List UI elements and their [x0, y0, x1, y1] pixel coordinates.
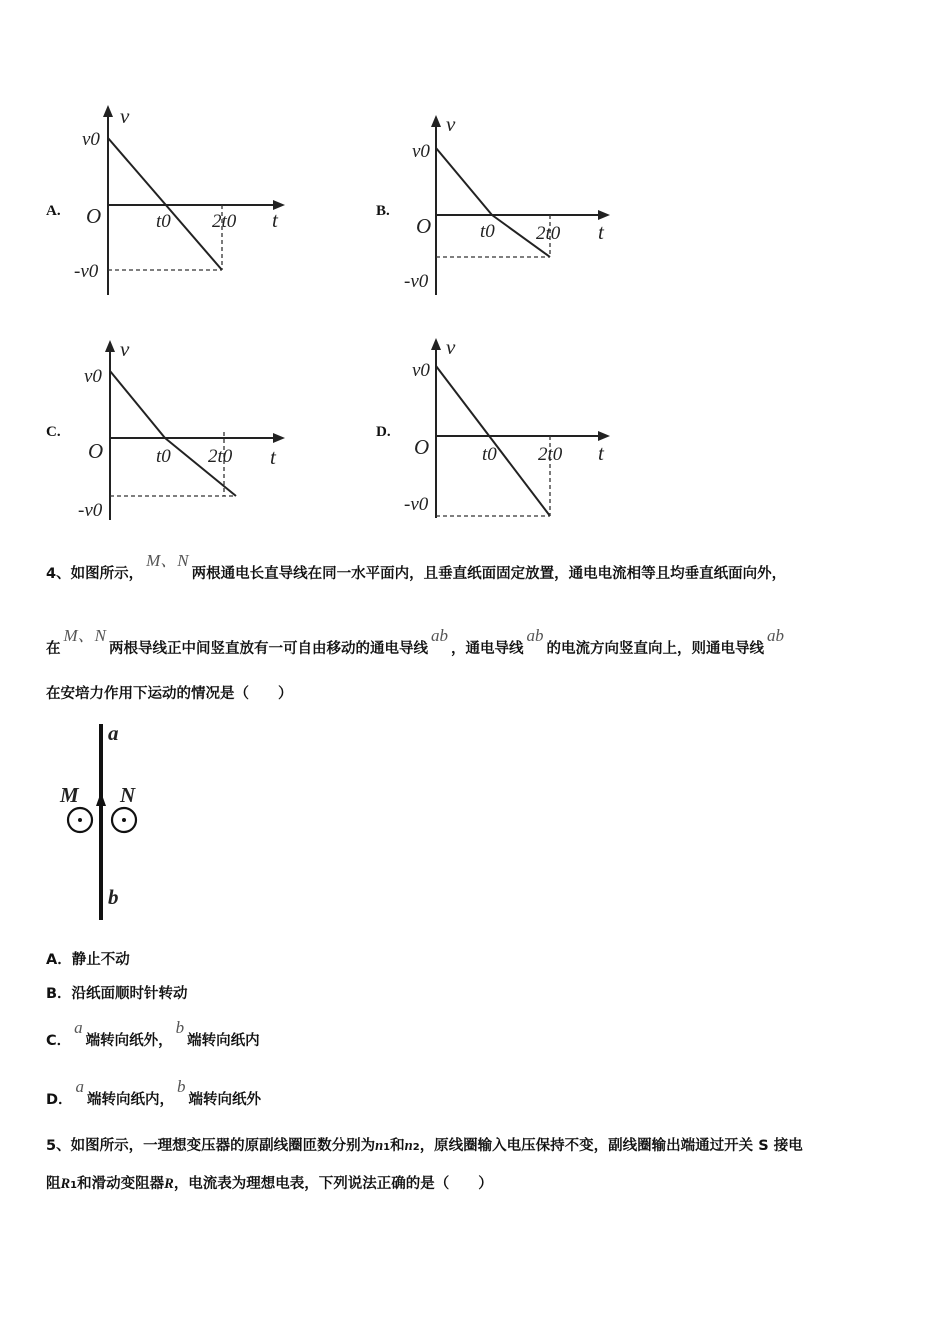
wire-end-b-label: b	[108, 885, 119, 909]
2t0-label: 2t0	[536, 223, 561, 244]
vt-graph-d	[400, 336, 640, 526]
q5-r1-sub: 1	[70, 1180, 78, 1191]
origin-label: O	[416, 214, 432, 238]
q4-mn-var: M、N	[63, 626, 106, 645]
q4-choice-b: B．沿纸面顺时针转动	[46, 986, 188, 1002]
q4-choice-c-label: C．	[46, 1033, 72, 1049]
option-d-label: D.	[376, 424, 391, 440]
q4-choice-c-a-var: a	[74, 1018, 83, 1037]
option-b-label: B.	[376, 203, 390, 219]
option-a-label: A.	[46, 203, 61, 219]
q4-ab-var: ab	[431, 626, 448, 645]
q4-choice-c-end: 端转向纸内	[187, 1033, 260, 1049]
t0-label: t0	[156, 446, 171, 467]
t0-label: t0	[156, 211, 171, 232]
vt-graph-a	[70, 105, 310, 305]
q4-choice-d-end: 端转向纸外	[188, 1092, 262, 1108]
neg-v0-label: -v0	[404, 494, 429, 515]
q4-line1-text: 两根通电长直导线在同一水平面内，且垂直纸面固定放置，通电电流相等且均垂直纸面向外，	[191, 566, 787, 582]
origin-label: O	[414, 435, 430, 459]
q5-line-1	[46, 1134, 803, 1155]
v-axis-arrow-icon	[431, 115, 441, 127]
q4-choice-d-label: D．	[46, 1092, 73, 1108]
v-axis-label: v	[120, 337, 130, 361]
q4-line-1	[46, 551, 787, 583]
q4-ab-var: ab	[767, 626, 784, 645]
q4-line2-d: 的电流方向竖直向上，则通电导线	[546, 641, 764, 657]
v0-label: v0	[412, 360, 430, 381]
q4-choice-a: A．静止不动	[46, 952, 130, 968]
origin-label: O	[88, 439, 104, 463]
q4-wire-figure	[56, 718, 156, 926]
option-c-label: C.	[46, 424, 61, 440]
2t0-label: 2t0	[538, 444, 563, 465]
q4-choice-d-a-var: a	[75, 1077, 85, 1096]
q4-choice-d	[46, 1077, 262, 1109]
v0-label: v0	[84, 366, 102, 387]
q5-n1-var: n	[375, 1138, 384, 1154]
wire-n-label: N	[120, 783, 136, 807]
q5-and: 和	[390, 1138, 405, 1154]
vt-graph-b	[400, 112, 640, 305]
neg-v0-label: -v0	[74, 261, 99, 282]
q4-choice-c-b-var: b	[175, 1018, 185, 1037]
q5-r-var: R	[164, 1176, 174, 1192]
v-axis-arrow-icon	[105, 340, 115, 352]
v-axis-label: v	[120, 104, 130, 128]
q4-line-3: 在安培力作用下运动的情况是（ ）	[46, 686, 293, 702]
neg-v0-label: -v0	[78, 500, 103, 521]
t-axis-label: t	[272, 208, 278, 232]
q5-line2-mid: 和滑动变阻器	[77, 1176, 165, 1192]
t0-label: t0	[482, 444, 497, 465]
v-axis-label: v	[446, 335, 456, 359]
wire-end-a-label: a	[108, 721, 119, 745]
q4-choice-c	[46, 1018, 260, 1050]
q5-n2-sub: 2	[412, 1142, 420, 1153]
v-axis-label: v	[446, 112, 456, 136]
q5-n1-sub: 1	[383, 1142, 391, 1153]
q4-line2-a: 在	[46, 641, 61, 657]
q4-line2-c: ，通电导线	[451, 641, 524, 657]
2t0-label: 2t0	[212, 211, 237, 232]
t-axis-arrow-icon	[273, 433, 285, 443]
current-up-arrow-icon	[96, 792, 106, 806]
v0-label: v0	[82, 129, 100, 150]
vt-graph-c	[70, 338, 310, 528]
t-axis-label: t	[598, 441, 604, 465]
q5-line2-post: ，电流表为理想电表，下列说法正确的是（ ）	[173, 1176, 493, 1192]
wire-m-label: M	[60, 783, 79, 807]
v0-label: v0	[412, 141, 430, 162]
q5-line1-text: ，原线圈输入电压保持不变，副线圈输出端通过开关 S 接电	[419, 1138, 803, 1154]
q4-mn-var: M、N	[146, 551, 189, 570]
v-axis-arrow-icon	[431, 338, 441, 350]
q4-intro: 4、如图所示，	[46, 566, 144, 582]
q4-choice-d-mid: 端转向纸内，	[87, 1092, 175, 1108]
v-axis-arrow-icon	[103, 105, 113, 117]
t-axis-label: t	[598, 220, 604, 244]
q5-line2-pre: 阻	[46, 1176, 61, 1192]
q4-ab-var: ab	[526, 626, 544, 645]
q4-choice-d-b-var: b	[177, 1077, 186, 1096]
neg-v0-label: -v0	[404, 271, 429, 292]
t-axis-arrow-icon	[598, 210, 610, 220]
q5-r1-var: R	[60, 1176, 71, 1192]
t-axis-arrow-icon	[598, 431, 610, 441]
q4-choice-c-mid: 端转向纸外，	[85, 1033, 173, 1049]
q4-line2-b: 两根导线正中间竖直放有一可自由移动的通电导线	[109, 641, 428, 657]
q5-line-2	[46, 1172, 493, 1193]
q5-intro: 5、如图所示，一理想变压器的原副线圈匝数分别为	[46, 1138, 376, 1154]
t0-label: t0	[480, 221, 495, 242]
q5-n2-var: n	[404, 1138, 413, 1154]
q4-line-2	[46, 626, 787, 658]
2t0-label: 2t0	[208, 446, 233, 467]
origin-label: O	[86, 204, 102, 228]
t-axis-label: t	[270, 445, 276, 469]
